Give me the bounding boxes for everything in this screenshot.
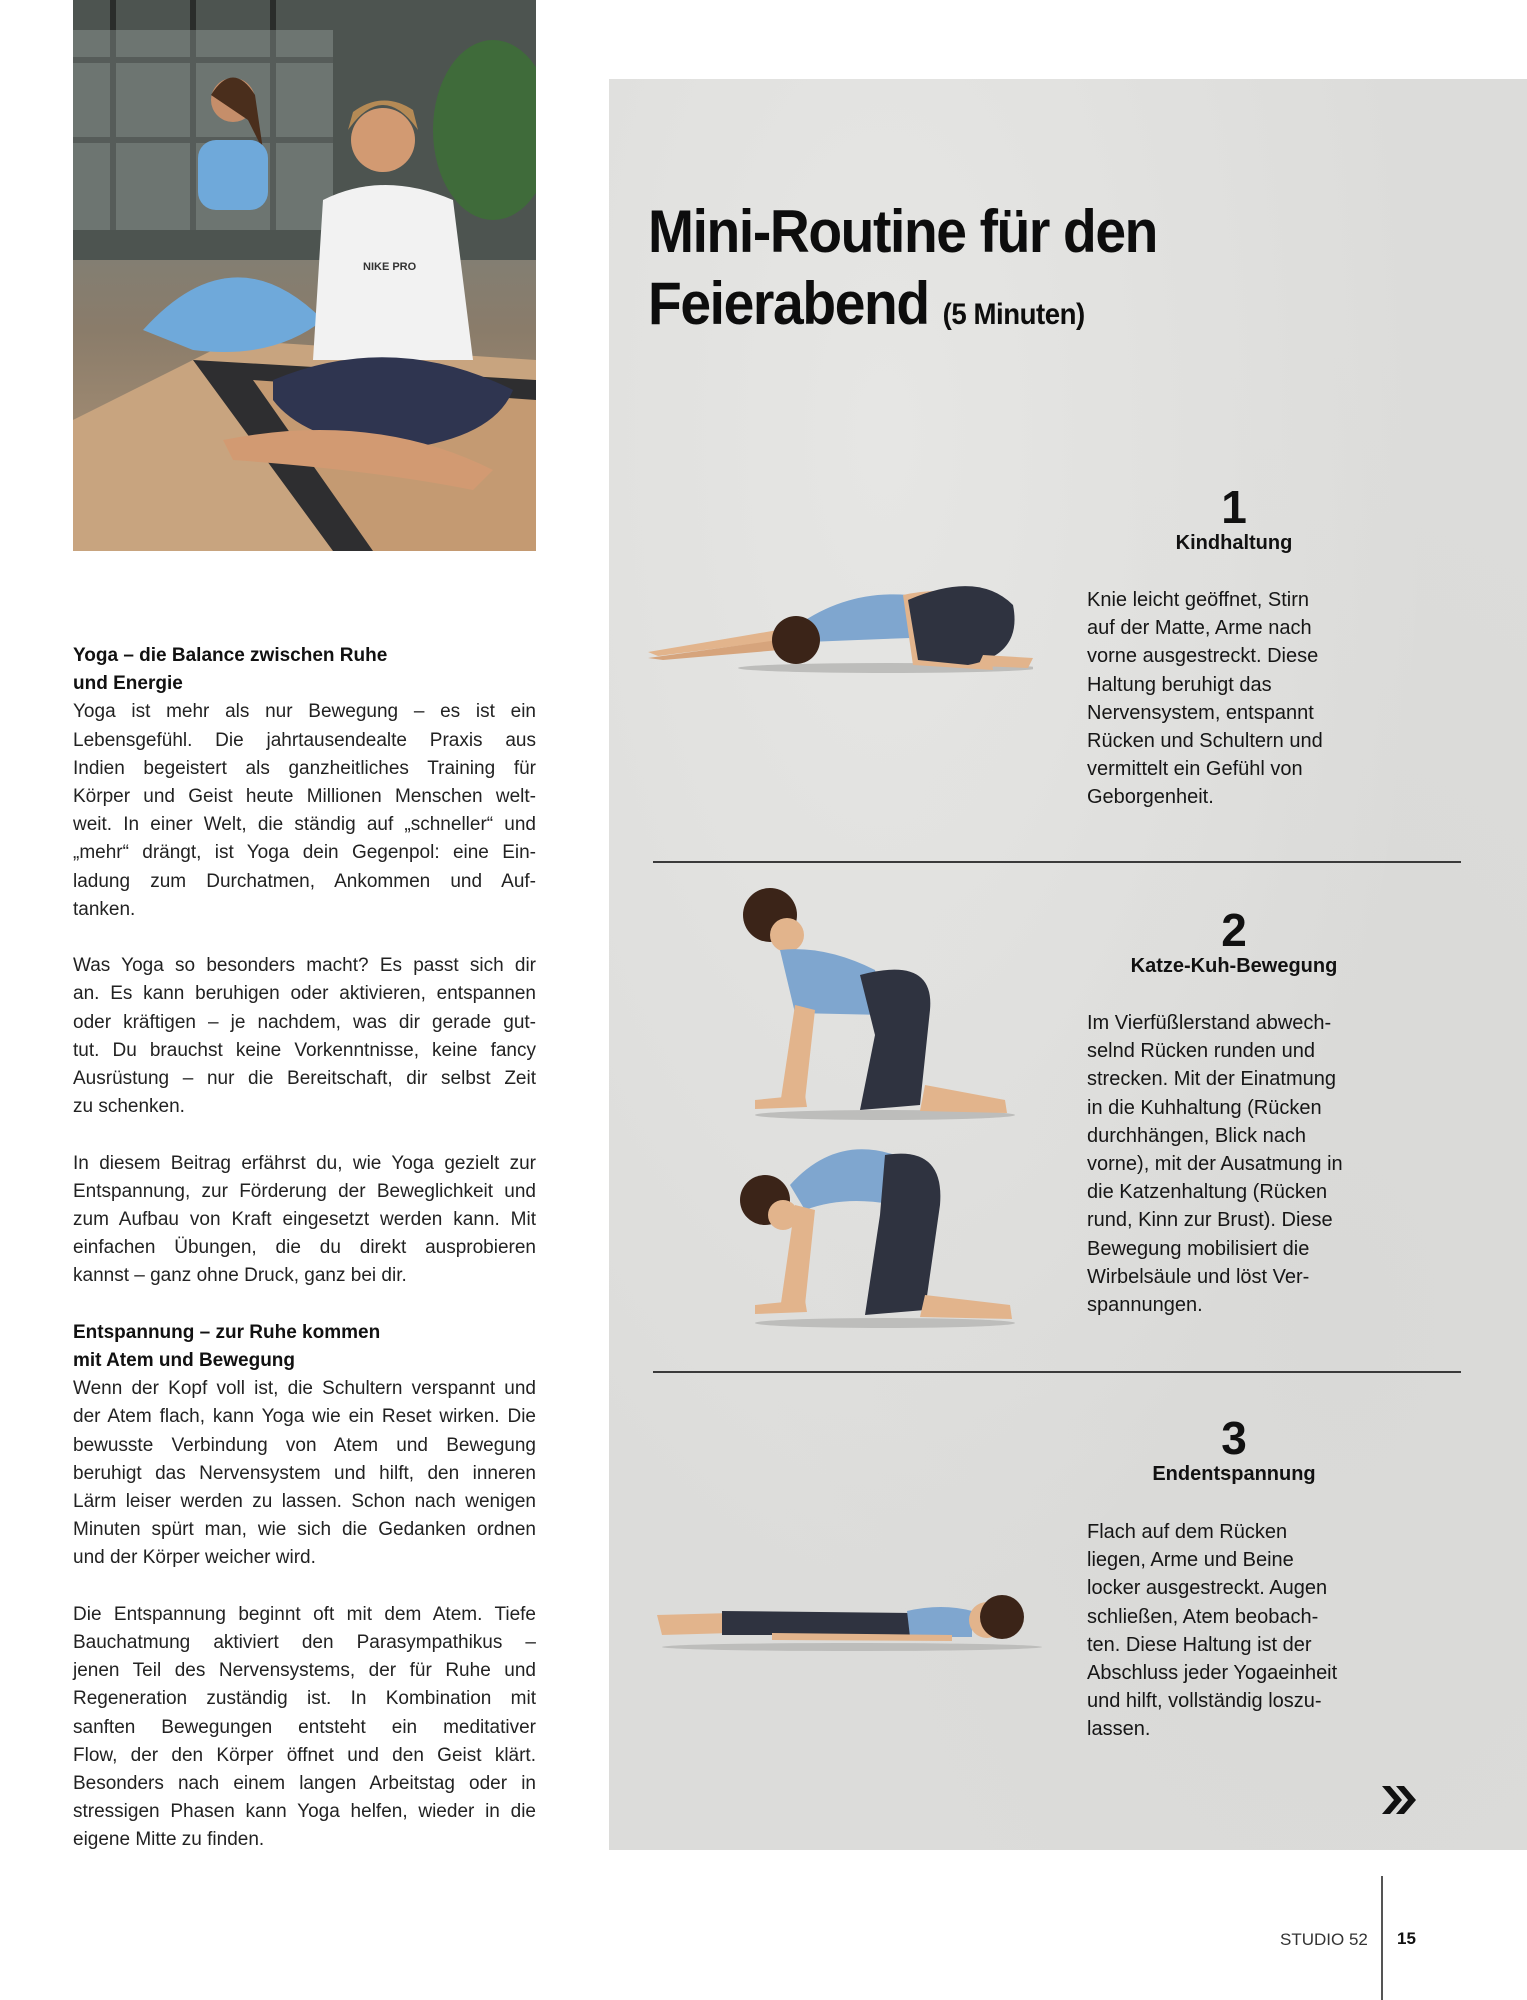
step-description-line: spannungen. bbox=[1087, 1294, 1203, 1317]
paragraph-line: und der Körper weicher wird. bbox=[73, 1547, 316, 1569]
step-2-number: 2 bbox=[1221, 904, 1247, 956]
section-heading-line: mit Atem und Bewegung bbox=[73, 1350, 296, 1372]
paragraph-line: Die Entspannung beginnt oft mit dem Atem. Tiefe bbox=[73, 1603, 536, 1625]
paragraph-line: Lebensgefühl. Die jahrtausendealte Praxis aus bbox=[73, 729, 536, 751]
step-description-line: Flach auf dem Rücken bbox=[1087, 1521, 1288, 1543]
step-1-name: Kindhaltung bbox=[1175, 532, 1293, 554]
paragraph-line: Was Yoga so besonders macht? Es passt sich dir bbox=[73, 955, 536, 977]
step-description-line: Wirbelsäule und löst Ver- bbox=[1087, 1265, 1310, 1288]
corpse-pose-illustration bbox=[652, 1585, 1052, 1655]
paragraph-line: Ausrüstung – nur die Bereitschaft, dir selbst Zeit bbox=[73, 1068, 536, 1090]
magazine-name: STUDIO 52 bbox=[1280, 1930, 1368, 1949]
paragraph-line: Yoga ist mehr als nur Bewegung – es ist ein bbox=[73, 701, 536, 723]
step-description-line: durchhängen, Blick nach bbox=[1087, 1124, 1307, 1147]
step-description-line: ten. Diese Haltung ist der bbox=[1087, 1633, 1312, 1656]
page-number: 15 bbox=[1397, 1929, 1416, 1948]
paragraph-line: an. Es kann beruhigen oder aktivieren, entspannen bbox=[73, 983, 536, 1005]
paragraph-line: Regeneration zuständig ist. In Kombination mit bbox=[73, 1688, 536, 1710]
step-description-line: Geborgenheit. bbox=[1087, 786, 1214, 809]
paragraph-line: der Atem flach, kann Yoga wie ein Reset wirken. Die bbox=[73, 1406, 536, 1428]
section-divider bbox=[653, 1371, 1461, 1373]
paragraph-line: In diesem Beitrag erfährst du, wie Yoga gezielt zur bbox=[73, 1152, 536, 1174]
paragraph-line: stressigen Phasen kann Yoga helfen, wieder in die bbox=[73, 1801, 536, 1823]
step-description-line: auf der Matte, Arme nach bbox=[1087, 617, 1312, 640]
step-description-line: Knie leicht geöffnet, Stirn bbox=[1087, 589, 1309, 611]
paragraph-line: Besonders nach einem langen Arbeitstag oder in bbox=[73, 1773, 536, 1795]
step-description-line: Abschluss jeder Yogaeinheit bbox=[1087, 1662, 1338, 1685]
paragraph-line: „mehr“ drängt, ist Yoga dein Gegenpol: eine Ein- bbox=[73, 842, 536, 864]
step-3-number: 3 bbox=[1221, 1412, 1247, 1464]
step-description-line: vermittelt ein Gefühl von bbox=[1087, 758, 1303, 781]
step-2-description bbox=[1087, 1009, 1343, 1319]
step-description-line: Nervensystem, entspannt bbox=[1087, 701, 1314, 724]
paragraph-line: weit. In einer Welt, die ständig auf „schneller“ und bbox=[73, 814, 536, 836]
step-description-line: schließen, Atem beobach- bbox=[1087, 1605, 1319, 1628]
step-description-line: liegen, Arme und Beine bbox=[1087, 1549, 1294, 1572]
paragraph-line: eigene Mitte zu finden. bbox=[73, 1829, 265, 1851]
double-chevron-right-icon[interactable] bbox=[1380, 1782, 1420, 1818]
meditating-couple-image bbox=[73, 0, 536, 551]
paragraph-line: zu schenken. bbox=[73, 1096, 185, 1118]
step-3-name: Endentspannung bbox=[1152, 1463, 1316, 1485]
paragraph-line: Flow, der den Körper öffnet und den Geist klärt. bbox=[73, 1744, 536, 1766]
paragraph-line: kannst – ganz ohne Druck, ganz bei dir. bbox=[73, 1265, 407, 1287]
step-description-line: lassen. bbox=[1087, 1718, 1151, 1741]
paragraph-line: einfachen Übungen, die du direkt ausprobieren bbox=[73, 1237, 536, 1259]
step-description-line: Im Vierfüßlerstand abwech- bbox=[1087, 1012, 1332, 1034]
step-description-line: locker ausgestreckt. Augen bbox=[1087, 1577, 1328, 1600]
section-heading-line: und Energie bbox=[73, 673, 183, 695]
cat-cow-illustration bbox=[735, 885, 1025, 1335]
step-description-line: Haltung beruhigt das bbox=[1087, 673, 1272, 696]
routine-title bbox=[648, 196, 1157, 351]
step-1-number: 1 bbox=[1221, 481, 1247, 533]
paragraph-line: zum Aufbau von Kraft eingesetzt werden kann. Mit bbox=[73, 1209, 536, 1231]
step-description-line: und hilft, vollständig loszu- bbox=[1087, 1690, 1322, 1713]
paragraph-gap bbox=[73, 1573, 536, 1601]
footer-divider bbox=[1381, 1876, 1383, 2000]
paragraph-line: sanften Bewegungen entsteht ein meditativer bbox=[73, 1716, 536, 1738]
step-description-line: die Katzenhaltung (Rücken bbox=[1087, 1181, 1328, 1204]
paragraph-line: jenen Teil des Nervensystems, der für Ruhe und bbox=[73, 1660, 536, 1682]
paragraph-line: Wenn der Kopf voll ist, die Schultern verspannt und bbox=[73, 1378, 536, 1400]
paragraph-gap bbox=[73, 1291, 536, 1319]
step-2-name: Katze-Kuh-Bewegung bbox=[1130, 955, 1338, 977]
paragraph-line: Entspannung, zur Förderung der Beweglichkeit und bbox=[73, 1180, 536, 1202]
step-description-line: Bewegung mobilisiert die bbox=[1087, 1237, 1310, 1260]
title-line-2: Feierabend bbox=[648, 270, 929, 337]
step-description-line: in die Kuhhaltung (Rücken bbox=[1087, 1096, 1322, 1119]
step-description-line: vorne), mit der Ausatmung in bbox=[1087, 1153, 1343, 1176]
title-duration: (5 Minuten) bbox=[942, 298, 1085, 331]
paragraph-gap bbox=[73, 924, 536, 952]
paragraph-gap bbox=[73, 1121, 536, 1149]
section-divider bbox=[653, 861, 1461, 863]
paragraph-line: Lärm leiser werden zu lassen. Schon nach wenigen bbox=[73, 1491, 536, 1513]
paragraph-line: tut. Du brauchst keine Vorkenntnisse, keine fancy bbox=[73, 1039, 536, 1061]
paragraph-line: bewusste Verbindung von Atem und Bewegung bbox=[73, 1434, 536, 1456]
child-pose-illustration bbox=[648, 560, 1033, 675]
step-description-line: selnd Rücken runden und bbox=[1087, 1040, 1315, 1063]
step-1-description bbox=[1087, 586, 1323, 812]
step-description-line: Rücken und Schultern und bbox=[1087, 730, 1323, 753]
paragraph-line: ladung zum Durchatmen, Ankommen und Auf- bbox=[73, 870, 536, 892]
step-3-description bbox=[1087, 1518, 1337, 1744]
yoga-photo bbox=[73, 0, 536, 551]
step-description-line: rund, Kinn zur Brust). Diese bbox=[1087, 1209, 1333, 1232]
article-column bbox=[73, 642, 536, 1855]
paragraph-line: oder kräftigen – je nachdem, was dir gerade gut- bbox=[73, 1011, 536, 1033]
section-heading-line: Entspannung – zur Ruhe kommen bbox=[73, 1321, 381, 1343]
title-line-1: Mini-Routine für den bbox=[648, 198, 1157, 265]
step-description-line: vorne ausgestreckt. Diese bbox=[1087, 645, 1319, 668]
paragraph-line: Körper und Geist heute Millionen Menschen welt- bbox=[73, 786, 536, 808]
paragraph-line: Indien begeistert als ganzheitliches Training für bbox=[73, 757, 536, 779]
shirt-logo: NIKE PRO bbox=[363, 261, 417, 273]
step-description-line: strecken. Mit der Einatmung bbox=[1087, 1068, 1336, 1091]
section-heading-line: Yoga – die Balance zwischen Ruhe bbox=[73, 645, 388, 666]
paragraph-line: tanken. bbox=[73, 898, 136, 920]
paragraph-line: beruhigt das Nervensystem und hilft, den inneren bbox=[73, 1462, 536, 1484]
paragraph-line: Minuten spürt man, wie sich die Gedanken ordnen bbox=[73, 1519, 536, 1541]
paragraph-line: Bauchatmung aktiviert den Parasympathikus – bbox=[73, 1632, 536, 1654]
